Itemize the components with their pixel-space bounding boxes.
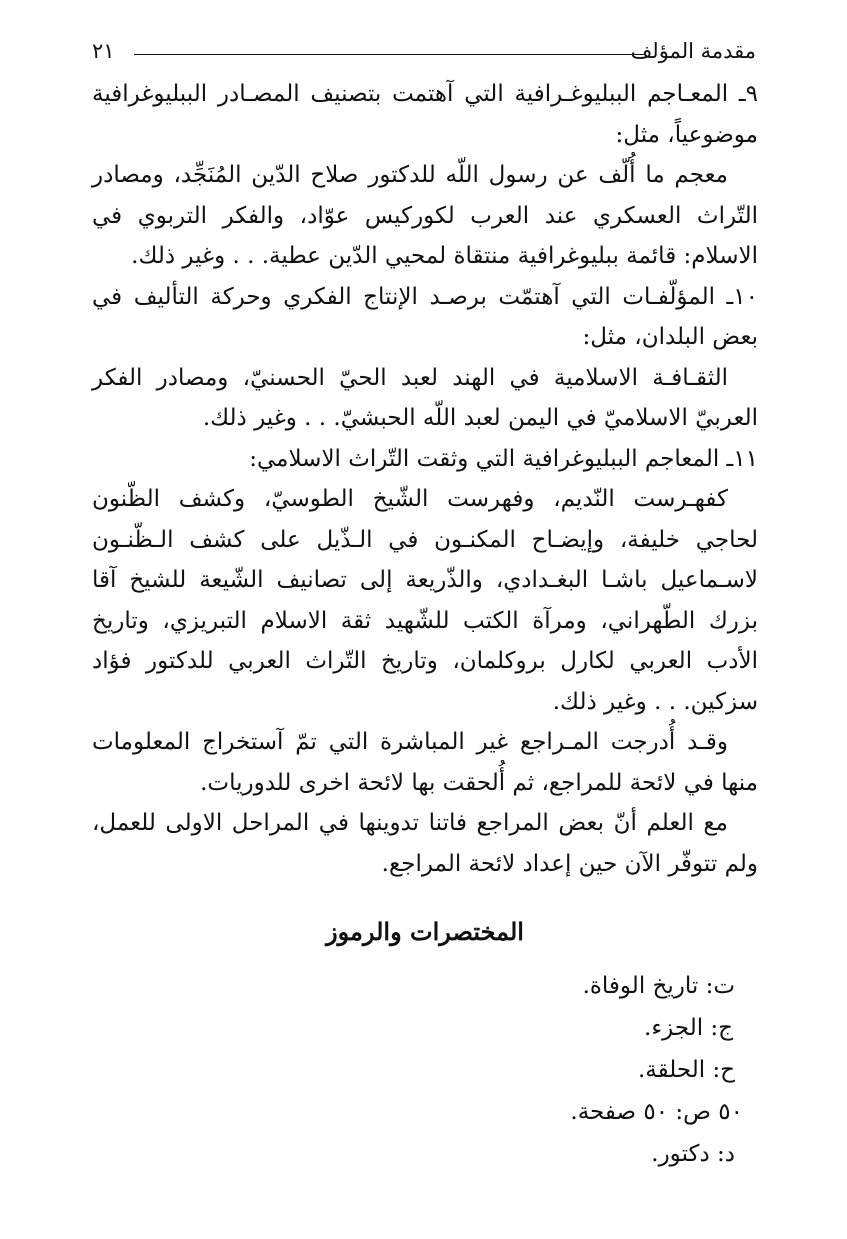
running-header-title: مقدمة المؤلف [630, 39, 756, 63]
header-rule [134, 54, 644, 55]
abbreviation-item: ٥٠ ص: ٥٠ صفحة. [570, 1099, 743, 1125]
abbreviations-heading: المختصرات والرموز [326, 917, 524, 946]
paragraph-examples-11: كفهـرست النّديم، وفهرست الشّيخ الطوسيّ، وكشف الظّنون لحاجي خليفة، وإيضـاح المكنـون في الـذّيل على كشف الـظّنـون لاسـماعيل باشـا البغـدادي، والذّريعة إلى تصانيف الشّيعة للشيخ آقا بزرك الطّهراني، ومرآة الكتب للشّهيد ثقة الاسلام التبريزي، وتاريخ الأدب العربي لكارل بروكلمان، وتاريخ التّراث العربي للدكتور فؤاد سزكين. . . وغير ذلك. [92, 486, 758, 715]
abbreviation-item: ت: تاريخ الوفاة. [582, 973, 735, 999]
abbreviation-item: ح: الحلقة. [637, 1057, 735, 1083]
running-header [92, 34, 756, 70]
body-text [92, 74, 758, 884]
paragraph-item-11: ١١ـ المعاجم الببليوغرافية التي وثقت التّراث الاسلامي: [249, 445, 758, 472]
paragraph-examples-10: الثقـافـة الاسلامية في الهند لعبد الحيّ الحسنيّ، ومصادر الفكر العربيّ الاسلاميّ في اليمن لعبد اللّه الحبشيّ. . . وغير ذلك. [92, 364, 758, 431]
page-number: ٢١ [92, 39, 115, 63]
paragraph-omissions-note: مع العلم أنّ بعض المراجع فاتنا تدوينها في المراحل الاولى للعمل، ولم تتوفّر الآن حين إعداد لائحة المراجع. [92, 810, 758, 877]
paragraph-examples-9: معجم ما أُلّف عن رسول اللّه للدكتور صلاح الدّين المُنَجِّد، ومصادر التّراث العسكري عند العرب لكوركيس عوّاد، والفكر التربوي في الاسلام: قائمة ببليوغرافية منتقاة لمحيي الدّين عطية. . . وغير ذلك. [92, 162, 758, 269]
paragraph-references-note: وقـد أُدرجت المـراجع غير المباشرة التي تمّ آستخراج المعلومات منها في لائحة للمراجع، ثم أُلحقت بها لائحة اخرى للدوريات. [92, 729, 758, 796]
abbreviations-list [335, 965, 743, 1175]
abbreviation-item: د: دكتور. [651, 1141, 735, 1167]
paragraph-item-9: ٩ـ المعـاجم الببليوغـرافية التي آهتمت بتصنيف المصـادر الببليوغرافية موضوعياً، مثل: [92, 81, 758, 148]
paragraph-item-10: ١٠ـ المؤلّفـات التي آهتمّت برصـد الإنتاج الفكري وحركة التأليف في بعض البلدان، مثل: [92, 283, 758, 350]
abbreviation-item: ج: الجزء. [644, 1015, 733, 1041]
